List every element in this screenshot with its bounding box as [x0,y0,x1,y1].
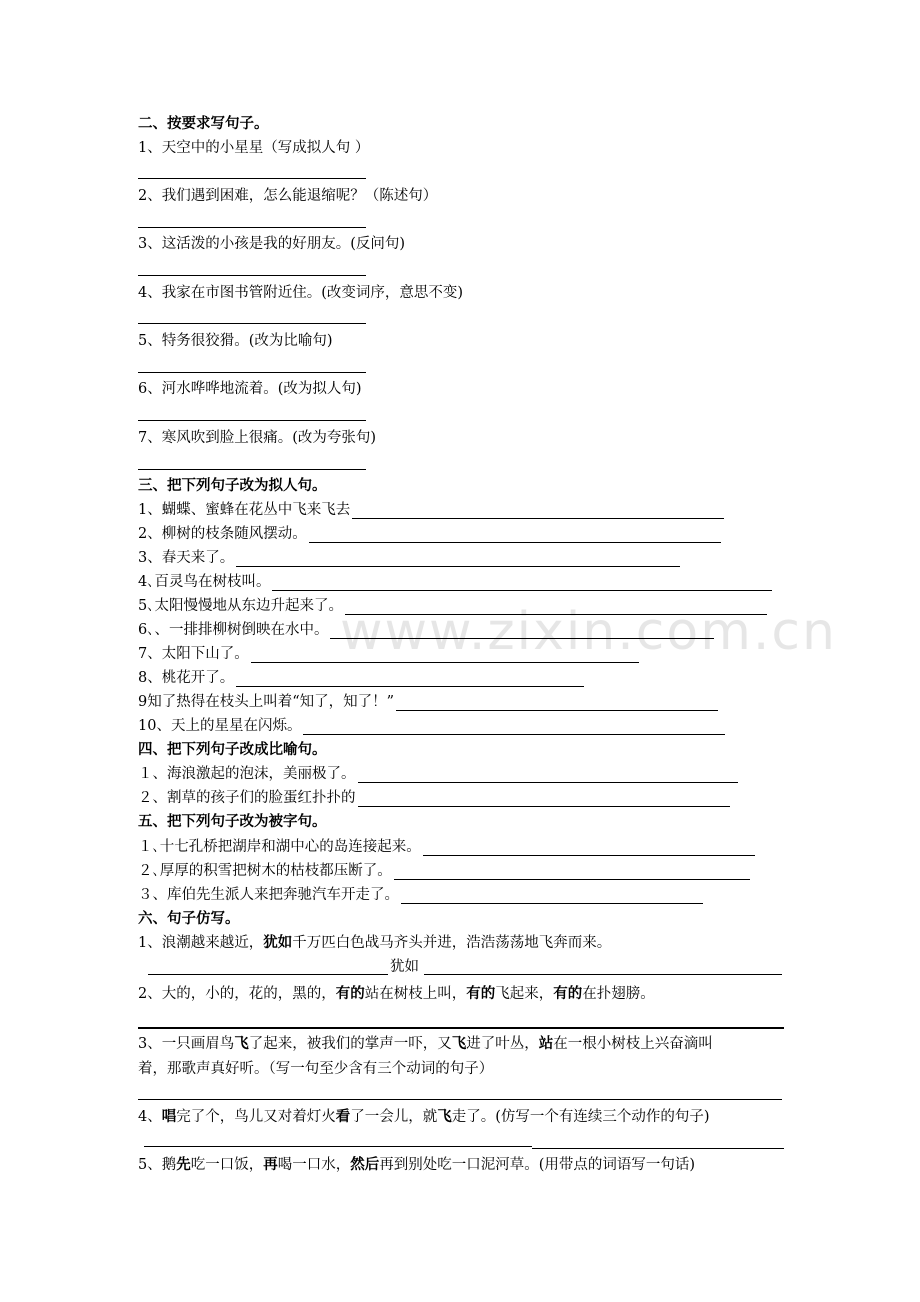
text: 飞起来， [495,986,554,1002]
s5-item-2 [138,862,750,880]
sentence: 9知了热得在枝头上叫着“知了，知了！” [138,694,395,710]
s6-item-2 [138,985,655,1003]
answer-line[interactable] [138,323,366,324]
answer-line[interactable] [138,1099,782,1100]
answer-line[interactable] [424,974,782,975]
s6-item-1-connector: 犹如 [390,959,419,975]
text: 千万匹白色战马齐头并进，浩浩荡荡地飞奔而来。 [292,935,612,951]
sentence: １､十七孔桥把湖岸和湖中心的岛连接起来。 [138,839,421,855]
s3-item-3 [138,549,680,567]
s2-item-6: 6、河水哗哗地流着。(改为拟人句) [138,381,362,397]
sentence: ２､厚厚的积雪把树木的枯枝都压断了。 [138,863,392,879]
sentence: 1、蝴蝶、蜜蜂在花丛中飞来飞去 [138,502,351,518]
text: 4、 [138,1109,162,1125]
keyword: 有的 [466,985,496,1002]
keyword: 唱 [161,1108,177,1125]
s5-item-1 [138,838,755,856]
text: 在一根小树枝上兴奋滴叫 [553,1036,713,1052]
s4-item-2 [138,789,730,807]
s5-item-3 [138,886,703,904]
sentence: ３、库伯先生派人来把奔驰汽车开走了。 [138,887,399,903]
answer-line[interactable] [138,372,366,373]
answer-line[interactable] [251,647,639,663]
answer-line[interactable] [236,551,680,567]
s2-item-2: 2、我们遇到困难，怎么能退缩呢？（陈述句） [138,188,438,204]
answer-line[interactable] [423,840,755,856]
s3-item-4 [138,573,772,591]
keyword: 飞 [437,1108,452,1125]
answer-line[interactable] [396,695,718,711]
answer-line[interactable] [358,791,730,807]
text: 喝一口水， [277,1157,351,1173]
s3-item-8 [138,669,584,687]
sentence: 2、柳树的枝条随风摆动。 [138,526,307,542]
sentence: 7、太阳下山了。 [138,646,249,662]
text: 2、大的，小的，花的，黑的， [138,986,336,1002]
s6-item-4 [138,1108,710,1126]
answer-line[interactable] [352,503,724,519]
section-5-title: 五、把下列句子改为被字句。 [138,813,327,830]
text: 站在树枝上叫， [364,986,467,1002]
answer-line[interactable] [358,767,738,783]
s2-item-5: 5、特务很狡猾。(改为比喻句) [138,333,333,349]
keyword: 站 [538,1035,554,1052]
s2-item-1: 1、天空中的小星星（写成拟人句 ） [138,140,370,156]
text: 5、鹅 [138,1157,177,1173]
keyword: 犹如 [263,934,293,951]
s6-item-3-line2: 着，那歌声真好听。（写一句至少含有三个动词的句子） [138,1061,494,1077]
answer-line[interactable] [138,227,366,228]
section-4-title: 四、把下列句子改成比喻句。 [138,741,327,758]
s3-item-6 [138,621,714,639]
text: 了起来，被我们的掌声一吓，又 [248,1036,452,1052]
sentence: 8、桃花开了。 [138,670,235,686]
answer-line[interactable] [144,1146,532,1147]
text: 了一会儿，就 [350,1109,438,1125]
s3-item-7 [138,645,639,663]
answer-line[interactable] [303,719,725,735]
s3-item-9 [138,693,718,711]
s4-item-1 [138,765,738,783]
text: 吃一口饭， [190,1157,264,1173]
keyword: 飞 [451,1035,467,1052]
s3-item-10 [138,717,725,735]
text: 3、一只画眉鸟 [138,1036,235,1052]
s6-item-3 [138,1035,713,1053]
answer-line[interactable] [401,888,703,904]
sentence: 6､、一排排柳树倒映在水中。 [138,622,329,638]
s2-item-3: 3、这活泼的小孩是我的好朋友。(反问句) [138,236,406,252]
sentence: 4､百灵鸟在树枝叫。 [138,574,271,590]
s3-item-1 [138,501,724,519]
sentence: 5､太阳慢慢地从东边升起来了。 [138,598,343,614]
section-6-title: 六、句子仿写。 [138,910,240,927]
s3-item-2 [138,525,721,543]
sentence: １、海浪激起的泡沫，美丽极了。 [138,766,356,782]
keyword: 飞 [234,1035,249,1052]
text: 再到别处吃一口泥河草。(用带点的词语写一句话) [379,1157,696,1173]
section-3-title: 三、把下列句子改为拟人句。 [138,477,327,494]
watermark: www.zixin.com.cn [340,602,837,662]
text: 走了。(仿写一个有连续三个动作的句子) [451,1109,710,1125]
text: 在扑翅膀。 [582,986,655,1002]
answer-line[interactable] [138,275,366,276]
keyword: 然后 [350,1156,380,1173]
s6-item-5 [138,1156,695,1174]
keyword: 先 [176,1156,191,1173]
s2-item-7: 7、寒风吹到脸上很痛。(改为夸张句) [138,430,377,446]
answer-line[interactable] [532,1148,784,1149]
keyword: 有的 [553,985,583,1002]
sentence: 10、天上的星星在闪烁。 [138,718,302,734]
keyword: 再 [263,1156,278,1173]
answer-line[interactable] [309,527,721,543]
keyword: 有的 [335,985,365,1002]
s3-item-5 [138,597,767,615]
sentence: 3、春天来了。 [138,550,235,566]
answer-line[interactable] [148,974,388,975]
answer-line[interactable] [236,671,584,687]
text: 1、浪潮越来越近， [138,935,264,951]
text: 进了叶丛， [466,1036,539,1052]
answer-line[interactable] [138,178,366,179]
answer-line[interactable] [272,575,772,591]
text: 完了个，鸟儿又对着灯火 [176,1109,336,1125]
answer-line[interactable] [394,864,750,880]
answer-line[interactable] [138,420,366,421]
s2-item-4: 4、我家在市图书管附近住。(改变词序，意思不变) [138,285,464,301]
section-2-title: 二、按要求写句子。 [138,115,269,132]
s6-item-1 [138,934,611,952]
sentence: ２、割草的孩子们的脸蛋红扑扑的 [138,790,356,806]
answer-line[interactable] [138,469,366,470]
keyword: 看 [335,1108,351,1125]
answer-line[interactable] [330,623,714,639]
answer-line[interactable] [138,1027,784,1029]
answer-line[interactable] [345,599,767,615]
